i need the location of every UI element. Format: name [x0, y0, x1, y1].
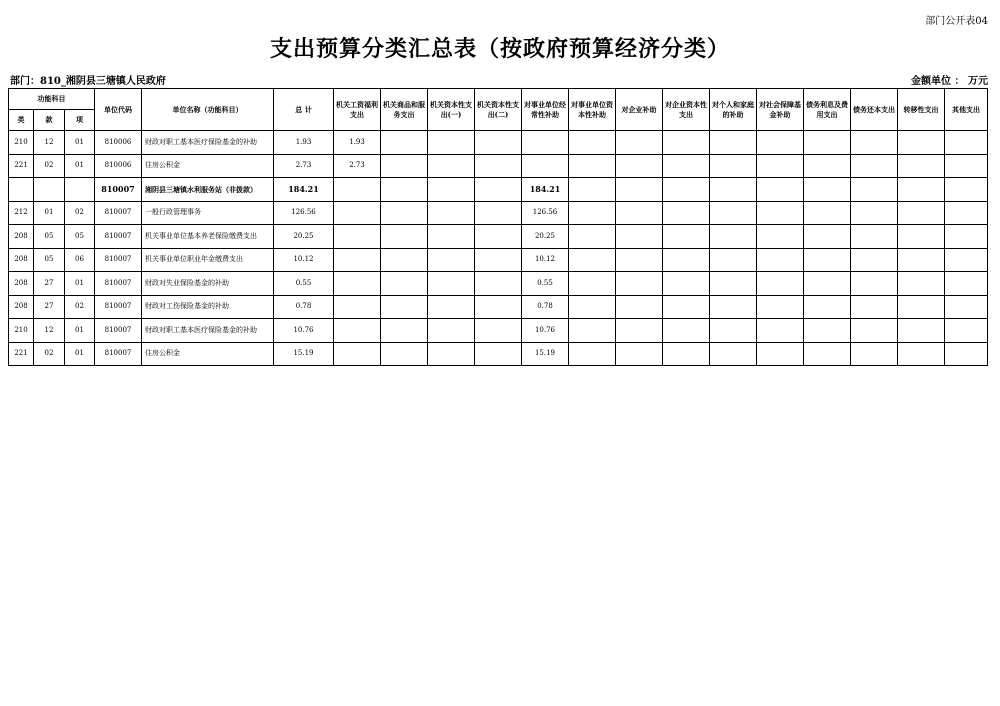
cell-c7	[616, 342, 663, 366]
cell-lei: 212	[9, 201, 34, 225]
cell-c5: 184.21	[522, 178, 569, 202]
cell-c14	[945, 342, 988, 366]
cell-c10	[757, 342, 804, 366]
header-xiang: 项	[65, 110, 95, 131]
cell-c6	[569, 178, 616, 202]
cell-name: 财政对职工基本医疗保险基金的补助	[142, 319, 274, 343]
cell-name: 湘阴县三塘镇水利服务站（非拨款）	[142, 178, 274, 202]
cell-c5: 10.12	[522, 248, 569, 272]
cell-c3	[428, 201, 475, 225]
cell-lei: 221	[9, 342, 34, 366]
cell-c10	[757, 154, 804, 178]
cell-c10	[757, 272, 804, 296]
cell-c10	[757, 248, 804, 272]
cell-kuan: 12	[34, 319, 65, 343]
cell-c11	[804, 154, 851, 178]
cell-name: 机关事业单位职业年金缴费支出	[142, 248, 274, 272]
cell-c11	[804, 131, 851, 155]
cell-c6	[569, 248, 616, 272]
cell-xiang: 01	[65, 342, 95, 366]
cell-kuan: 02	[34, 342, 65, 366]
cell-total: 10.12	[274, 248, 334, 272]
header-col-6: 对事业单位资本性补助	[569, 89, 616, 131]
cell-c2	[381, 248, 428, 272]
cell-lei: 210	[9, 131, 34, 155]
cell-c13	[898, 225, 945, 249]
cell-c8	[663, 201, 710, 225]
cell-c14	[945, 272, 988, 296]
cell-c13	[898, 272, 945, 296]
cell-total: 20.25	[274, 225, 334, 249]
cell-c12	[851, 225, 898, 249]
cell-c13	[898, 154, 945, 178]
cell-c11	[804, 319, 851, 343]
cell-c1	[334, 248, 381, 272]
cell-c11	[804, 342, 851, 366]
cell-lei: 208	[9, 272, 34, 296]
cell-c13	[898, 178, 945, 202]
cell-c4	[475, 178, 522, 202]
cell-c8	[663, 131, 710, 155]
cell-c12	[851, 154, 898, 178]
cell-c4	[475, 201, 522, 225]
cell-lei: 208	[9, 295, 34, 319]
cell-c7	[616, 131, 663, 155]
cell-c5: 0.78	[522, 295, 569, 319]
cell-xiang: 01	[65, 154, 95, 178]
cell-c4	[475, 131, 522, 155]
cell-lei: 210	[9, 319, 34, 343]
cell-c6	[569, 201, 616, 225]
cell-total: 1.93	[274, 131, 334, 155]
cell-c6	[569, 272, 616, 296]
cell-c1: 2.73	[334, 154, 381, 178]
cell-c14	[945, 225, 988, 249]
cell-c2	[381, 131, 428, 155]
cell-code: 810007	[95, 342, 142, 366]
cell-c12	[851, 248, 898, 272]
cell-c10	[757, 201, 804, 225]
header-col-12: 债务还本支出	[851, 89, 898, 131]
cell-c13	[898, 295, 945, 319]
cell-c9	[710, 295, 757, 319]
cell-c9	[710, 248, 757, 272]
cell-c9	[710, 178, 757, 202]
cell-c4	[475, 295, 522, 319]
cell-c3	[428, 248, 475, 272]
cell-c3	[428, 131, 475, 155]
cell-c1	[334, 225, 381, 249]
cell-code: 810007	[95, 272, 142, 296]
cell-total: 0.55	[274, 272, 334, 296]
cell-c1	[334, 272, 381, 296]
cell-xiang: 01	[65, 272, 95, 296]
cell-c11	[804, 201, 851, 225]
cell-c12	[851, 319, 898, 343]
cell-xiang: 01	[65, 131, 95, 155]
cell-c4	[475, 248, 522, 272]
header-function-subject: 功能科目	[9, 89, 95, 110]
cell-c12	[851, 131, 898, 155]
cell-lei: 208	[9, 225, 34, 249]
cell-kuan: 05	[34, 248, 65, 272]
cell-c7	[616, 201, 663, 225]
budget-table	[8, 88, 988, 366]
header-col-4: 机关资本性支出(二)	[475, 89, 522, 131]
cell-name: 一般行政管理事务	[142, 201, 274, 225]
cell-name: 住房公积金	[142, 342, 274, 366]
cell-c12	[851, 342, 898, 366]
cell-c8	[663, 272, 710, 296]
header-lei: 类	[9, 110, 34, 131]
header-col-5: 对事业单位经常性补助	[522, 89, 569, 131]
cell-name: 财政对工伤保险基金的补助	[142, 295, 274, 319]
cell-c14	[945, 248, 988, 272]
cell-xiang: 06	[65, 248, 95, 272]
header-col-1: 机关工资福利支出	[334, 89, 381, 131]
cell-c7	[616, 248, 663, 272]
cell-c13	[898, 131, 945, 155]
cell-c2	[381, 272, 428, 296]
cell-c7	[616, 272, 663, 296]
cell-c3	[428, 319, 475, 343]
table-row	[9, 319, 988, 343]
cell-kuan	[34, 178, 65, 202]
table-row	[9, 131, 988, 155]
header-col-9: 对个人和家庭的补助	[710, 89, 757, 131]
header-unit-code: 单位代码	[95, 89, 142, 131]
cell-c8	[663, 248, 710, 272]
cell-c10	[757, 225, 804, 249]
cell-lei: 221	[9, 154, 34, 178]
cell-c10	[757, 295, 804, 319]
cell-c9	[710, 272, 757, 296]
cell-total: 0.78	[274, 295, 334, 319]
cell-c6	[569, 225, 616, 249]
cell-c10	[757, 178, 804, 202]
cell-c10	[757, 131, 804, 155]
table-row	[9, 178, 988, 202]
cell-c11	[804, 178, 851, 202]
cell-code: 810006	[95, 154, 142, 178]
cell-c1	[334, 319, 381, 343]
cell-c7	[616, 154, 663, 178]
table-row	[9, 295, 988, 319]
table-row	[9, 225, 988, 249]
cell-c14	[945, 154, 988, 178]
table-number-label: 部门公开表04	[925, 16, 988, 27]
cell-c1: 1.93	[334, 131, 381, 155]
cell-c6	[569, 131, 616, 155]
cell-c3	[428, 225, 475, 249]
cell-c3	[428, 178, 475, 202]
cell-c1	[334, 295, 381, 319]
cell-code: 810007	[95, 319, 142, 343]
cell-c2	[381, 154, 428, 178]
header-unit-name: 单位名称（功能科目）	[142, 89, 274, 131]
cell-c8	[663, 342, 710, 366]
cell-c3	[428, 154, 475, 178]
cell-c9	[710, 154, 757, 178]
table-body	[9, 131, 988, 366]
table-row	[9, 154, 988, 178]
cell-c13	[898, 319, 945, 343]
cell-c9	[710, 201, 757, 225]
cell-c2	[381, 295, 428, 319]
cell-c7	[616, 295, 663, 319]
cell-xiang	[65, 178, 95, 202]
cell-c5	[522, 131, 569, 155]
cell-c14	[945, 131, 988, 155]
cell-c8	[663, 178, 710, 202]
cell-c4	[475, 225, 522, 249]
cell-c3	[428, 342, 475, 366]
cell-total: 15.19	[274, 342, 334, 366]
cell-c6	[569, 319, 616, 343]
cell-kuan: 05	[34, 225, 65, 249]
cell-c5: 20.25	[522, 225, 569, 249]
cell-code: 810007	[95, 225, 142, 249]
cell-c11	[804, 295, 851, 319]
header-col-14: 其他支出	[945, 89, 988, 131]
cell-c9	[710, 131, 757, 155]
cell-total: 184.21	[274, 178, 334, 202]
cell-c5	[522, 154, 569, 178]
header-col-7: 对企业补助	[616, 89, 663, 131]
cell-c9	[710, 319, 757, 343]
amount-unit-label: 金额单位 ： 万元	[911, 76, 988, 87]
cell-total: 2.73	[274, 154, 334, 178]
cell-c5: 10.76	[522, 319, 569, 343]
header-kuan: 款	[34, 110, 65, 131]
cell-xiang: 01	[65, 319, 95, 343]
cell-c2	[381, 178, 428, 202]
cell-c2	[381, 342, 428, 366]
cell-c14	[945, 201, 988, 225]
cell-c6	[569, 295, 616, 319]
cell-name: 财政对职工基本医疗保险基金的补助	[142, 131, 274, 155]
page-title: 支出预算分类汇总表（按政府预算经济分类）	[269, 36, 730, 62]
cell-c11	[804, 272, 851, 296]
cell-code: 810007	[95, 201, 142, 225]
cell-c5: 126.56	[522, 201, 569, 225]
sub-header	[10, 72, 988, 86]
cell-c7	[616, 178, 663, 202]
table-row	[9, 342, 988, 366]
cell-kuan: 01	[34, 201, 65, 225]
cell-kuan: 27	[34, 295, 65, 319]
cell-c10	[757, 319, 804, 343]
cell-code: 810007	[95, 178, 142, 202]
cell-c12	[851, 272, 898, 296]
cell-code: 810007	[95, 248, 142, 272]
cell-c4	[475, 272, 522, 296]
cell-lei: 208	[9, 248, 34, 272]
cell-total: 126.56	[274, 201, 334, 225]
cell-c6	[569, 154, 616, 178]
cell-c8	[663, 154, 710, 178]
cell-c6	[569, 342, 616, 366]
cell-c9	[710, 342, 757, 366]
cell-c2	[381, 201, 428, 225]
header-col-2: 机关商品和服务支出	[381, 89, 428, 131]
cell-c9	[710, 225, 757, 249]
cell-name: 机关事业单位基本养老保险缴费支出	[142, 225, 274, 249]
cell-c1	[334, 178, 381, 202]
table-row	[9, 248, 988, 272]
cell-c13	[898, 248, 945, 272]
header-col-3: 机关资本性支出(一)	[428, 89, 475, 131]
table-row	[9, 272, 988, 296]
cell-c1	[334, 201, 381, 225]
cell-total: 10.76	[274, 319, 334, 343]
cell-kuan: 02	[34, 154, 65, 178]
cell-c5: 0.55	[522, 272, 569, 296]
cell-c11	[804, 248, 851, 272]
header-total: 总 计	[274, 89, 334, 131]
cell-c11	[804, 225, 851, 249]
cell-code: 810007	[95, 295, 142, 319]
table-row	[9, 201, 988, 225]
cell-c7	[616, 225, 663, 249]
cell-c13	[898, 201, 945, 225]
header-col-8: 对企业资本性支出	[663, 89, 710, 131]
cell-c12	[851, 178, 898, 202]
cell-c3	[428, 295, 475, 319]
cell-name: 住房公积金	[142, 154, 274, 178]
cell-c8	[663, 319, 710, 343]
cell-c5: 15.19	[522, 342, 569, 366]
cell-c4	[475, 342, 522, 366]
header-col-13: 转移性支出	[898, 89, 945, 131]
cell-c2	[381, 319, 428, 343]
cell-c1	[334, 342, 381, 366]
cell-c14	[945, 178, 988, 202]
cell-kuan: 27	[34, 272, 65, 296]
cell-c3	[428, 272, 475, 296]
cell-xiang: 02	[65, 201, 95, 225]
cell-c2	[381, 225, 428, 249]
cell-c4	[475, 319, 522, 343]
cell-name: 财政对失业保险基金的补助	[142, 272, 274, 296]
cell-c8	[663, 225, 710, 249]
cell-c7	[616, 319, 663, 343]
cell-c12	[851, 201, 898, 225]
cell-lei	[9, 178, 34, 202]
cell-kuan: 12	[34, 131, 65, 155]
cell-c12	[851, 295, 898, 319]
cell-c13	[898, 342, 945, 366]
cell-c14	[945, 295, 988, 319]
header-col-10: 对社会保障基金补助	[757, 89, 804, 131]
cell-c14	[945, 319, 988, 343]
cell-c4	[475, 154, 522, 178]
department-label: 部门：810_湘阴县三塘镇人民政府	[10, 76, 166, 87]
cell-c8	[663, 295, 710, 319]
cell-xiang: 02	[65, 295, 95, 319]
cell-code: 810006	[95, 131, 142, 155]
header-col-11: 债务利息及费用支出	[804, 89, 851, 131]
cell-xiang: 05	[65, 225, 95, 249]
